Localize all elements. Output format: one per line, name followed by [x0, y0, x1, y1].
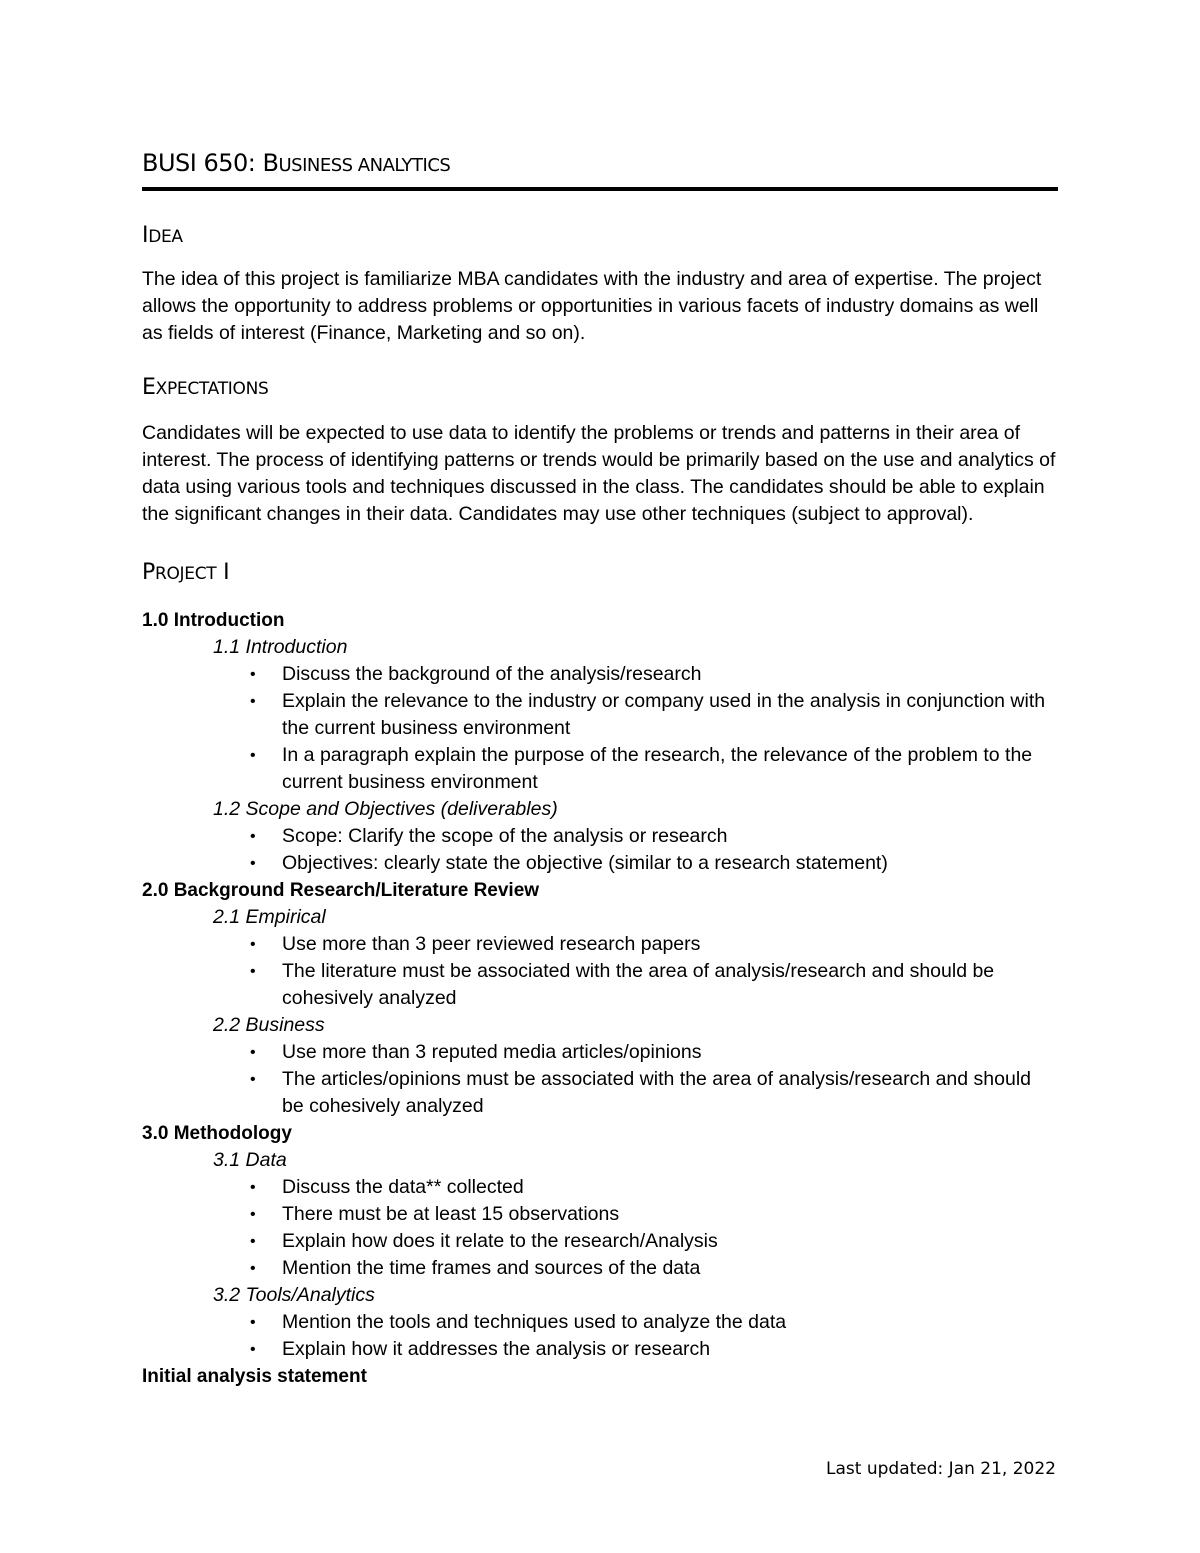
expectations-paragraph: Candidates will be expected to use data to identify the problems or trends and patterns in their area of interest. The process of identifying patterns or trends would be primarily based on the use and analytics of data using various tools and techniques discussed in the class. The candidates should be able to explain the significant changes in their data. Candidates may use other techniques (subject to approval). — [142, 422, 1056, 525]
list-item-text: Mention the tools and techniques used to analyze the data — [282, 1311, 787, 1333]
project-heading-suffix: I — [216, 560, 230, 585]
list-item-text: Objectives: clearly state the objective (similar to a research statement) — [282, 852, 888, 874]
bullet-icon: • — [250, 855, 256, 872]
title-small-caps: USINESS ANALYTICS — [278, 155, 451, 176]
idea-heading — [142, 219, 1058, 252]
bullet-icon: • — [250, 1260, 256, 1277]
list-item-text: Discuss the background of the analysis/research — [282, 663, 702, 685]
list-item-text: Explain how does it relate to the research/Analysis — [282, 1230, 718, 1252]
list-item — [250, 958, 1058, 1012]
expectations-heading — [142, 371, 1058, 404]
bullet-icon: • — [250, 747, 256, 764]
document-title — [142, 140, 1058, 183]
outline-subsection-title: 3.2 Tools/Analytics — [213, 1284, 375, 1306]
bullet-list — [142, 823, 1058, 877]
list-item-text: Explain the relevance to the industry or company used in the analysis in conjunction with the current business environment — [282, 690, 1046, 739]
project-outline — [142, 607, 1058, 1363]
bullet-icon: • — [250, 1071, 256, 1088]
outline-subsection-title: 2.2 Business — [213, 1014, 325, 1036]
title-big-letter: B — [262, 149, 279, 177]
outline-section-title: 1.0 Introduction — [142, 610, 285, 631]
bullet-icon: • — [250, 1341, 256, 1358]
outline-section-title: 2.0 Background Research/Literature Review — [142, 880, 540, 901]
list-item-text: Use more than 3 reputed media articles/opinions — [282, 1041, 702, 1063]
list-item-text: The articles/opinions must be associated with the area of analysis/research and should be cohesively analyzed — [282, 1068, 1031, 1117]
list-item-text: Scope: Clarify the scope of the analysis or research — [282, 825, 728, 847]
bullet-list — [142, 1309, 1058, 1363]
outline-section-title: 3.0 Methodology — [142, 1123, 292, 1144]
title-underline-rule — [142, 187, 1058, 191]
idea-heading-initial: I — [142, 223, 149, 248]
bullet-icon: • — [250, 828, 256, 845]
expectations-heading-initial: E — [142, 375, 156, 400]
list-item — [250, 823, 1058, 850]
list-item-text: In a paragraph explain the purpose of the research, the relevance of the problem to the current business environment — [282, 744, 1033, 793]
idea-heading-rest: DEA — [148, 227, 183, 247]
last-updated-footer: Last updated: Jan 21, 2022 — [826, 1459, 1056, 1479]
initial-analysis-label: Initial analysis statement — [142, 1366, 367, 1387]
expectations-heading-rest: XPECTATIONS — [155, 379, 269, 399]
bullet-icon: • — [250, 1206, 256, 1223]
outline-subsection-title: 1.2 Scope and Objectives (deliverables) — [213, 798, 558, 820]
list-item — [250, 1174, 1058, 1201]
document-page — [142, 140, 1058, 1390]
bullet-icon: • — [250, 1044, 256, 1061]
list-item — [250, 1039, 1058, 1066]
bullet-icon: • — [250, 1314, 256, 1331]
list-item — [250, 688, 1058, 742]
list-item-text: Use more than 3 peer reviewed research papers — [282, 933, 701, 955]
bullet-list — [142, 1039, 1058, 1120]
bullet-list — [142, 931, 1058, 1012]
bullet-icon: • — [250, 1233, 256, 1250]
list-item — [250, 1336, 1058, 1363]
outline-subsection-title: 2.1 Empirical — [213, 906, 326, 928]
outline-subsection-title: 3.1 Data — [213, 1149, 287, 1171]
list-item — [250, 1066, 1058, 1120]
list-item — [250, 661, 1058, 688]
list-item-text: Discuss the data** collected — [282, 1176, 524, 1198]
list-item — [250, 1228, 1058, 1255]
list-item-text: There must be at least 15 observations — [282, 1203, 620, 1225]
bullet-list — [142, 661, 1058, 796]
idea-paragraph: The idea of this project is familiarize MBA candidates with the industry and area of expertise. The project allows the opportunity to address problems or opportunities in various facets of industry domains as well as fields of interest (Finance, Marketing and so on). — [142, 268, 1042, 344]
bullet-icon: • — [250, 666, 256, 683]
list-item-text: Mention the time frames and sources of the data — [282, 1257, 701, 1279]
outline-subsection-title: 1.1 Introduction — [213, 636, 348, 658]
bullet-icon: • — [250, 936, 256, 953]
title-prefix: BUSI 650: — [142, 149, 263, 177]
bullet-icon: • — [250, 693, 256, 710]
bullet-icon: • — [250, 963, 256, 980]
list-item-text: Explain how it addresses the analysis or research — [282, 1338, 711, 1360]
bullet-list — [142, 1174, 1058, 1282]
list-item — [250, 1255, 1058, 1282]
project-heading-rest: ROJECT — [154, 564, 217, 584]
bullet-icon: • — [250, 1179, 256, 1196]
project-heading — [142, 556, 1058, 589]
list-item — [250, 742, 1058, 796]
list-item — [250, 1201, 1058, 1228]
project-heading-initial: P — [142, 560, 155, 585]
list-item-text: The literature must be associated with the area of analysis/research and should be cohesively analyzed — [282, 960, 995, 1009]
list-item — [250, 850, 1058, 877]
list-item — [250, 931, 1058, 958]
list-item — [250, 1309, 1058, 1336]
